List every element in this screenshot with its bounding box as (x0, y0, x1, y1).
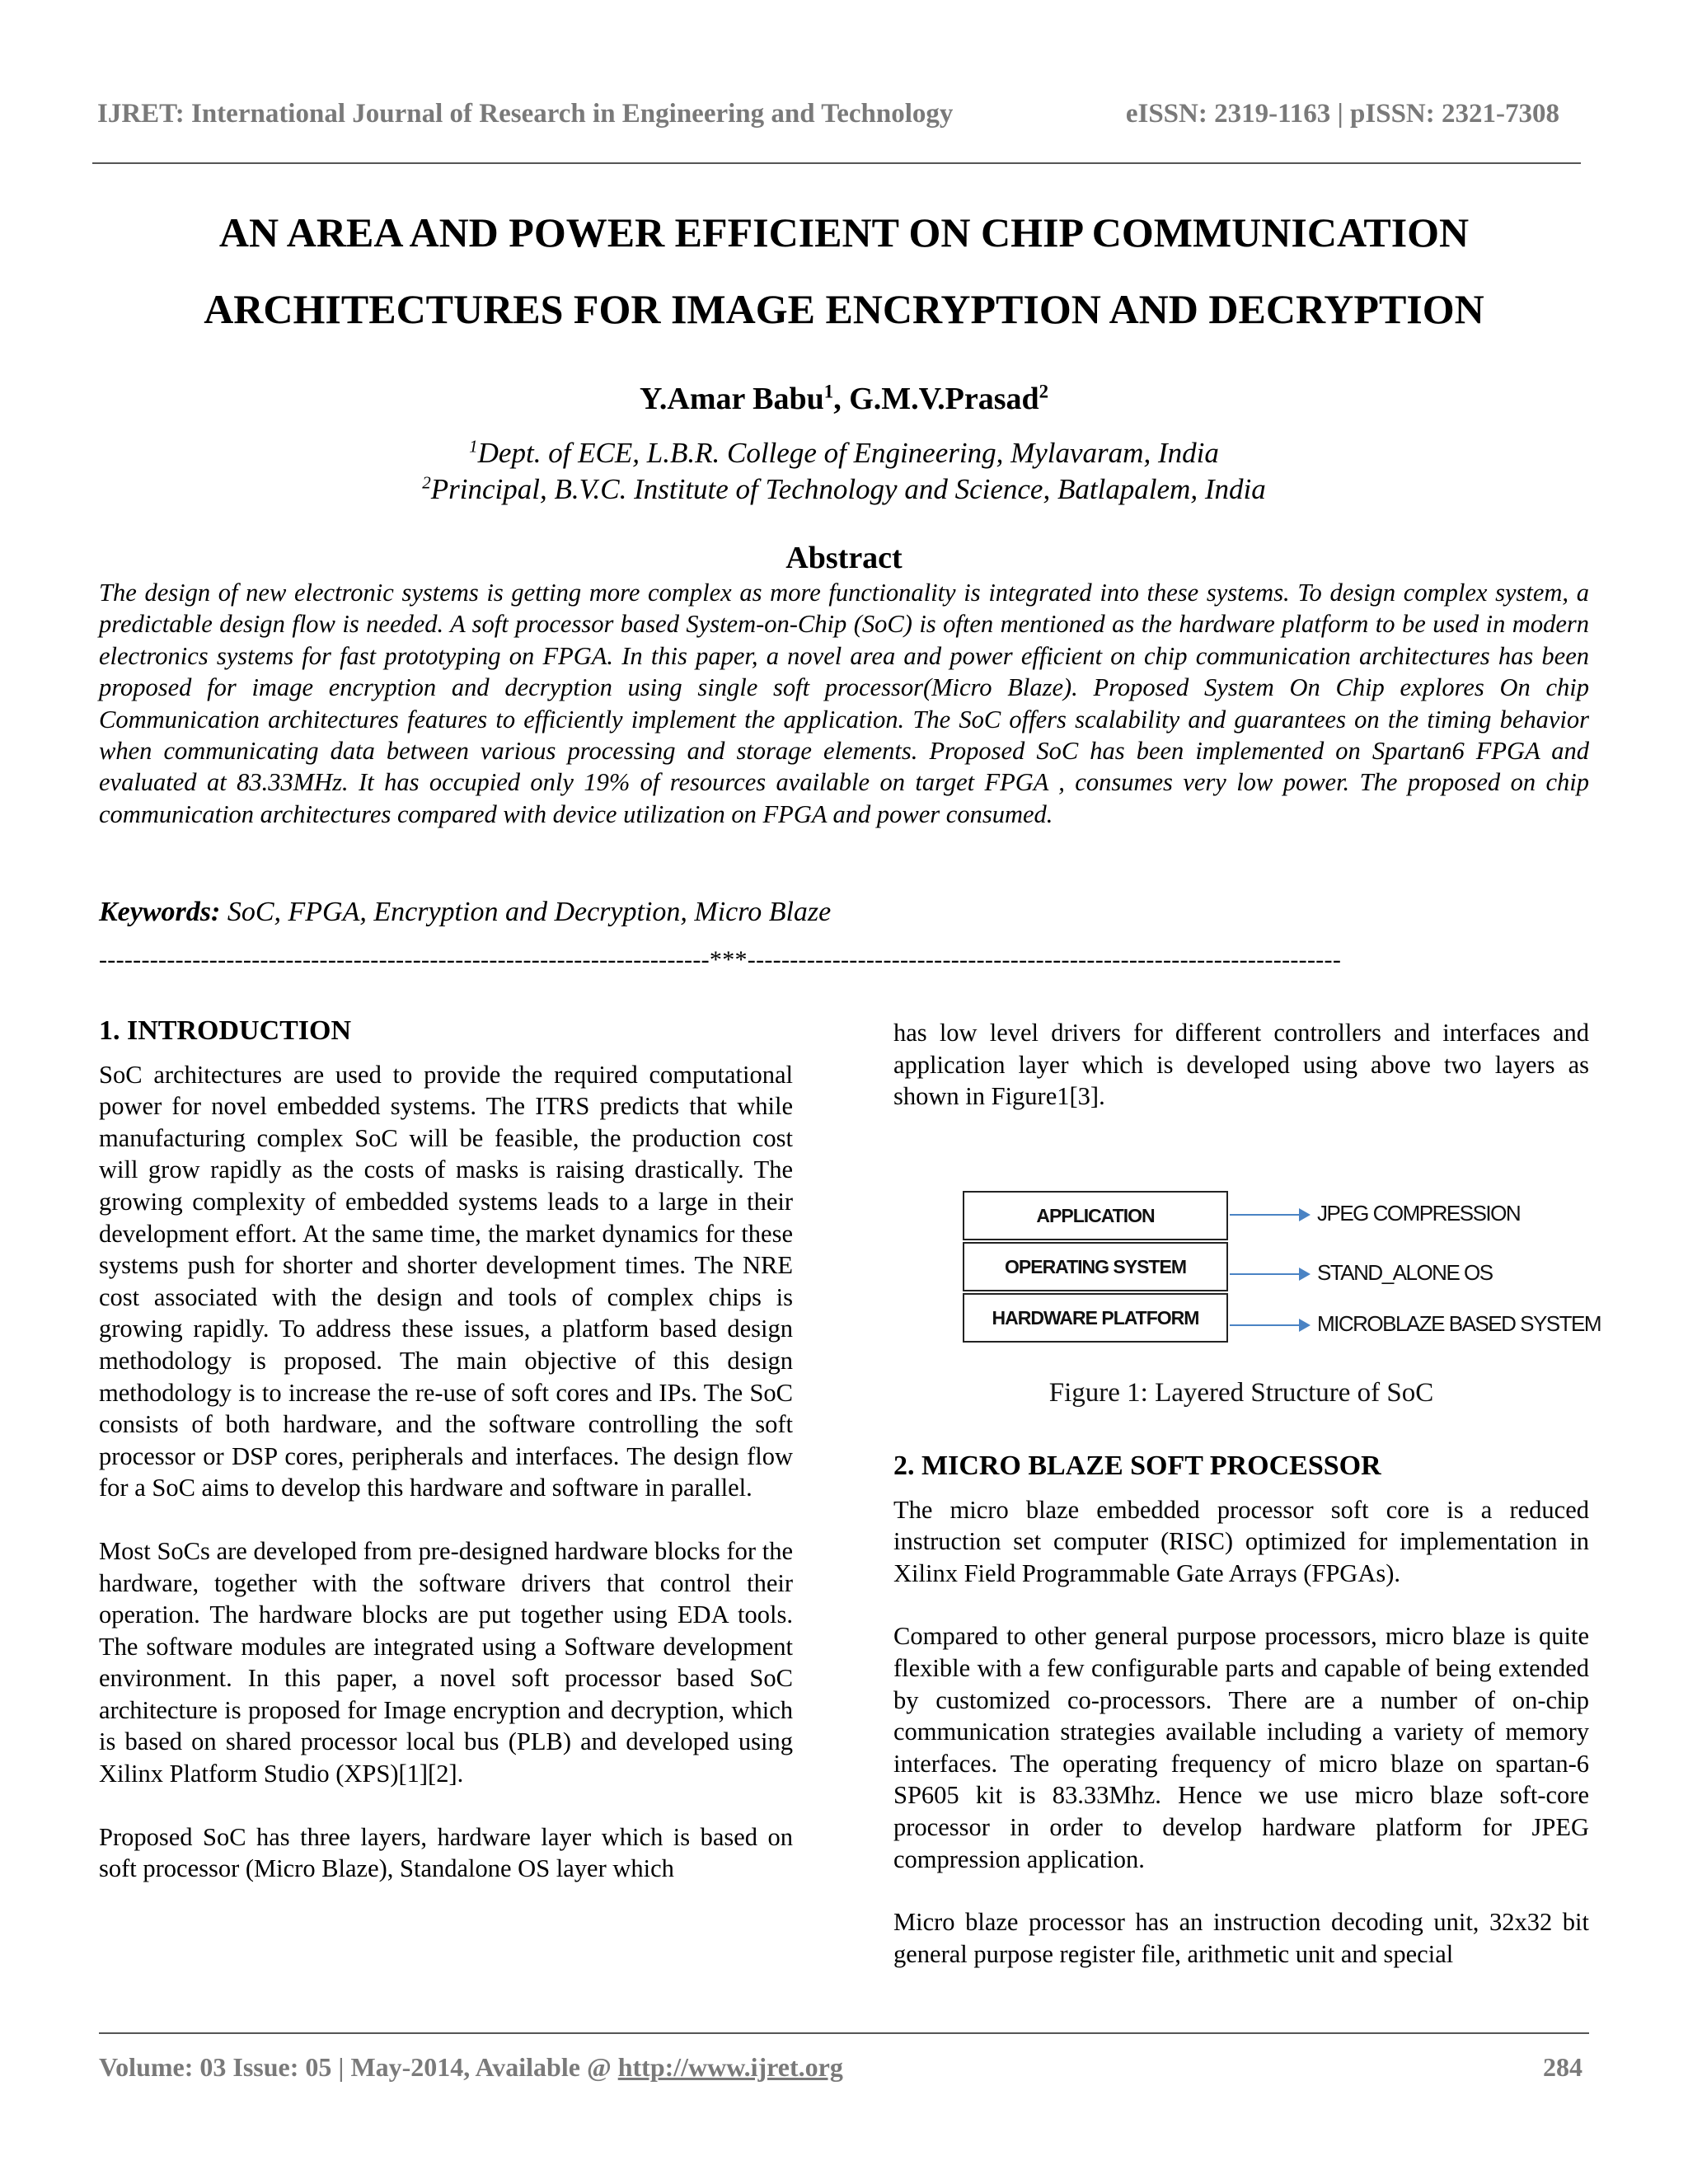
right-column-top (893, 1017, 1589, 1113)
author-separator: , (833, 382, 850, 416)
section-2-paragraph-2: Compared to other general purpose processors, micro blaze is quite flexible with a few configurable parts and capable of being extended by customized co-processors. There are a number of on-chip communication strategies available including a variety of memory interfaces. The operating frequency of micro blaze on spartan-6 SP605 kit is 83.33Mhz. Hence we use micro blaze soft-core processor in order to develop hardware platform for JPEG compression application. (893, 1622, 1589, 1873)
figure-1-caption: Figure 1: Layered Structure of SoC (1048, 1378, 1434, 1408)
affiliation-1-sup: 1 (469, 436, 478, 457)
author-2: G.M.V.Prasad (849, 382, 1039, 416)
keywords-label: Keywords: (99, 897, 221, 927)
title-line-2: ARCHITECTURES FOR IMAGE ENCRYPTION AND DECRYPTION (204, 286, 1484, 332)
intro-paragraph-3: Proposed SoC has three layers, hardware layer which is based on soft processor (Micro Blaze), Standalone OS layer which (99, 1822, 793, 1883)
section-2-paragraph-1: The micro blaze embedded processor soft core is a reduced instruction set computer (RISC) optimized for implementation in Xilinx Field Programmable Gate Arrays (FPGAs). (893, 1495, 1589, 1587)
keywords (99, 897, 831, 928)
authors (92, 381, 1596, 417)
layer-operating-system: OPERATING SYSTEM (963, 1242, 1228, 1291)
author-1: Y.Amar Babu (639, 382, 824, 416)
footer-divider (99, 2032, 1589, 2034)
arrow-2-icon (1230, 1273, 1309, 1275)
paper-title (92, 194, 1596, 348)
intro-paragraph-1: SoC architectures are used to provide the required computational power for novel embedded systems. The ITRS predicts that while manufacturing complex SoC will be feasible, the production cost will grow rapidly as the costs of masks is raising drastically. The growing complexity of embedded systems leads to a large in their development effort. At the same time, the market dynamics for these systems push for shorter and shorter development times. The NRE cost associated with the design and tools of complex chips is growing rapidly. To address these issues, a platform based design methodology is proposed. The main objective of this design methodology is to increase the re-use of soft cores and IPs. The SoC consists of both hardware, and the software controlling the soft processor or DSP cores, peripherals and interfaces. The design flow for a SoC aims to develop this hardware and software in parallel. (99, 1060, 793, 1502)
affiliation-2-text: Principal, B.V.C. Institute of Technology and Science, Batlapalem, India (430, 473, 1266, 505)
affiliations (92, 435, 1596, 508)
abstract-heading: Abstract (785, 541, 903, 575)
intro-heading: 1. INTRODUCTION (99, 1015, 352, 1046)
title-line-1: AN AREA AND POWER EFFICIENT ON CHIP COMMUNICATION (218, 209, 1470, 255)
target-standalone-os: STAND_ALONE OS (1317, 1260, 1493, 1285)
intro-paragraph-2: Most SoCs are developed from pre-designed hardware blocks for the hardware, together with the software drivers that control their operation. The hardware blocks are put together using EDA tools. The software modules are integrated using a Software development environment. In this paper, a novel soft processor based SoC architecture is proposed for Image encryption and decryption, which is based on shared processor local bus (PLB) and developed using Xilinx Platform Studio (XPS)[1][2]. (99, 1536, 793, 1788)
section-2-paragraph-3: Micro blaze processor has an instruction decoding unit, 32x32 bit general purpose register file, arithmetic unit and special (893, 1908, 1589, 1968)
issn: eISSN: 2319-1163 | pISSN: 2321-7308 (1125, 99, 1559, 129)
footer-volume-text: Volume: 03 Issue: 05 | May-2014, Available @ (99, 2052, 618, 2082)
layer-application: APPLICATION (963, 1191, 1228, 1240)
keywords-text: SoC, FPGA, Encryption and Decryption, Micro Blaze (220, 897, 832, 927)
arrow-1-icon (1230, 1214, 1309, 1216)
header-divider (92, 162, 1581, 164)
section-2-heading: 2. MICRO BLAZE SOFT PROCESSOR (893, 1451, 1381, 1481)
footer-volume (99, 2052, 843, 2083)
affiliation-1 (92, 435, 1596, 471)
author-2-sup: 2 (1039, 381, 1049, 402)
page-number: 284 (1543, 2052, 1582, 2082)
author-1-sup: 1 (823, 381, 834, 402)
left-column (99, 1015, 793, 1885)
layer-hardware-platform: HARDWARE PLATFORM (963, 1293, 1228, 1343)
affiliation-1-text: Dept. of ECE, L.B.R. College of Engineering, Mylavaram, India (477, 437, 1219, 469)
right-column-bottom (893, 1451, 1589, 1970)
arrow-3-icon (1230, 1324, 1309, 1326)
section-separator: ------------------------------------------------------------------------***---------------------------------------------------------------------- (99, 946, 1342, 973)
journal-name: IJRET: International Journal of Research in Engineering and Technology (97, 99, 954, 129)
abstract-text: The design of new electronic systems is getting more complex as more functionality is integrated into these systems. To design complex system, a predictable design flow is needed. A soft processor based System-on-Chip (SoC) is often mentioned as the hardware platform to be used in modern electronics systems for fast prototyping on FPGA. In this paper, a novel area and power efficient on chip communication architectures has been proposed for image encryption and decryption using single soft processor(Micro Blaze). Proposed System On Chip explores On chip Communication architectures features to efficiently implement the application. The SoC offers scalability and guarantees on the timing behavior when communicating data between various processing and storage elements. Proposed SoC has been implemented on Spartan6 FPGA and evaluated at 83.33MHz. It has occupied only 19% of resources available on target FPGA , consumes very low power. The proposed on chip communication architectures compared with device utilization on FPGA and power consumed. (99, 579, 1589, 828)
journal-url-link[interactable]: http://www.ijret.org (617, 2052, 843, 2082)
intro-paragraph-3-continued: has low level drivers for different controllers and interfaces and application layer which is developed using above two layers as shown in Figure1[3]. (893, 1019, 1589, 1111)
affiliation-2-sup: 2 (422, 472, 431, 493)
figure-1-diagram (963, 1191, 1601, 1364)
target-jpeg-compression: JPEG COMPRESSION (1317, 1201, 1521, 1226)
affiliation-2 (92, 471, 1596, 508)
target-microblaze-system: MICROBLAZE BASED SYSTEM (1317, 1311, 1601, 1336)
